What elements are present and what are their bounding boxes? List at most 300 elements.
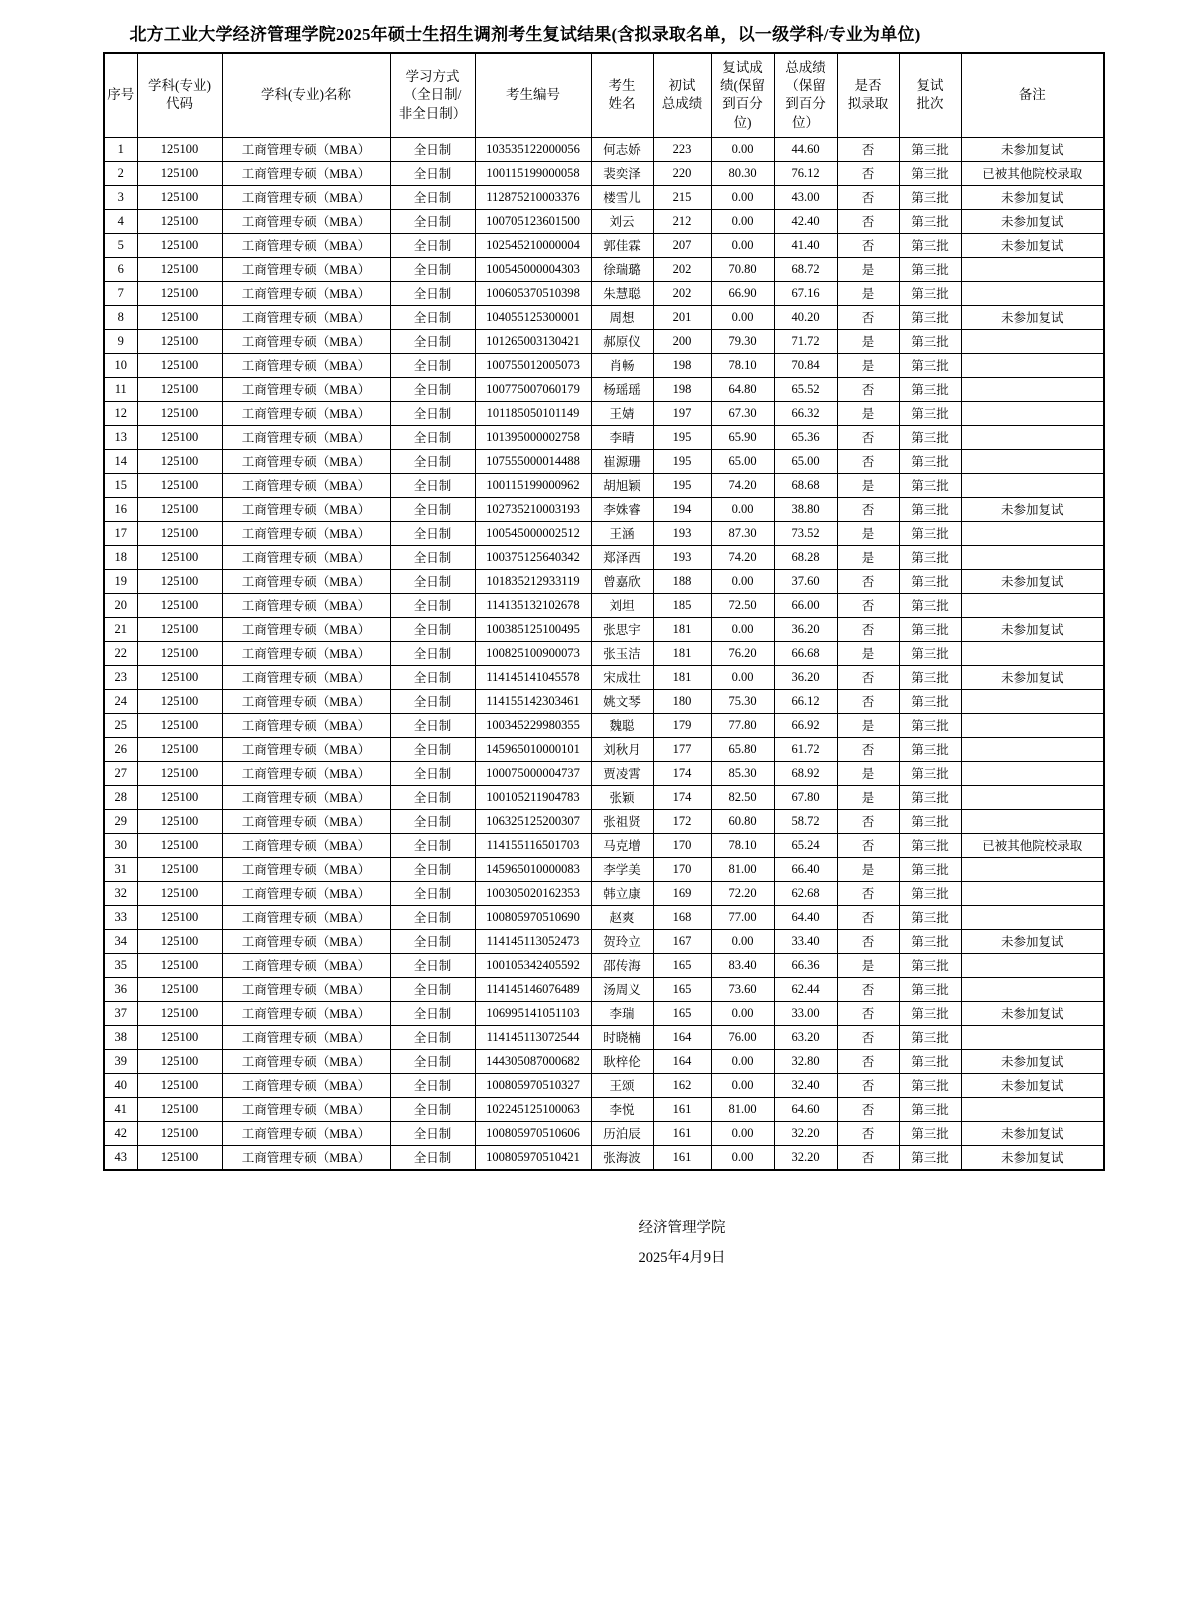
cell-initial-score: 212 (653, 209, 711, 233)
cell-name: 李瑞 (591, 1001, 653, 1025)
cell-retest-score: 0.00 (711, 1001, 774, 1025)
cell-admitted: 是 (837, 785, 899, 809)
table-row (104, 497, 1104, 521)
cell-no: 4 (104, 209, 137, 233)
table-header (104, 53, 1104, 137)
cell-major: 工商管理专硕（MBA） (222, 857, 390, 881)
cell-retest-score: 60.80 (711, 809, 774, 833)
cell-retest-score: 77.80 (711, 713, 774, 737)
cell-major: 工商管理专硕（MBA） (222, 497, 390, 521)
cell-total-score: 67.16 (774, 281, 837, 305)
cell-remark (961, 905, 1104, 929)
cell-candidate-id: 100115199000962 (475, 473, 591, 497)
cell-code: 125100 (137, 617, 222, 641)
cell-remark (961, 377, 1104, 401)
cell-study-mode: 全日制 (390, 209, 475, 233)
table-row (104, 401, 1104, 425)
cell-no: 5 (104, 233, 137, 257)
cell-major: 工商管理专硕（MBA） (222, 569, 390, 593)
cell-retest-score: 82.50 (711, 785, 774, 809)
cell-admitted: 是 (837, 761, 899, 785)
cell-remark (961, 761, 1104, 785)
cell-code: 125100 (137, 1001, 222, 1025)
cell-code: 125100 (137, 737, 222, 761)
table-row (104, 1145, 1104, 1170)
cell-code: 125100 (137, 401, 222, 425)
cell-study-mode: 全日制 (390, 1049, 475, 1073)
cell-admitted: 是 (837, 545, 899, 569)
cell-name: 郑泽西 (591, 545, 653, 569)
cell-no: 14 (104, 449, 137, 473)
cell-remark: 未参加复试 (961, 233, 1104, 257)
cell-retest-score: 0.00 (711, 185, 774, 209)
cell-admitted: 是 (837, 257, 899, 281)
column-header-study-mode: 学习方式 （全日制/ 非全日制） (390, 53, 475, 137)
cell-candidate-id: 100375125640342 (475, 545, 591, 569)
cell-study-mode: 全日制 (390, 953, 475, 977)
cell-name: 胡旭颖 (591, 473, 653, 497)
cell-admitted: 是 (837, 953, 899, 977)
cell-total-score: 33.00 (774, 1001, 837, 1025)
cell-major: 工商管理专硕（MBA） (222, 905, 390, 929)
cell-no: 27 (104, 761, 137, 785)
cell-candidate-id: 101185050101149 (475, 401, 591, 425)
cell-batch: 第三批 (899, 497, 961, 521)
cell-study-mode: 全日制 (390, 1145, 475, 1170)
cell-name: 魏聪 (591, 713, 653, 737)
cell-code: 125100 (137, 281, 222, 305)
cell-remark (961, 1097, 1104, 1121)
cell-remark (961, 281, 1104, 305)
cell-study-mode: 全日制 (390, 833, 475, 857)
table-row (104, 809, 1104, 833)
cell-batch: 第三批 (899, 953, 961, 977)
table-row (104, 161, 1104, 185)
column-header-no: 序号 (104, 53, 137, 137)
table-row (104, 257, 1104, 281)
cell-no: 43 (104, 1145, 137, 1170)
cell-retest-score: 72.50 (711, 593, 774, 617)
cell-batch: 第三批 (899, 593, 961, 617)
cell-study-mode: 全日制 (390, 857, 475, 881)
cell-major: 工商管理专硕（MBA） (222, 689, 390, 713)
cell-batch: 第三批 (899, 305, 961, 329)
cell-remark: 未参加复试 (961, 185, 1104, 209)
cell-no: 32 (104, 881, 137, 905)
cell-candidate-id: 100825100900073 (475, 641, 591, 665)
cell-no: 13 (104, 425, 137, 449)
cell-retest-score: 67.30 (711, 401, 774, 425)
cell-no: 19 (104, 569, 137, 593)
cell-name: 李姝睿 (591, 497, 653, 521)
cell-batch: 第三批 (899, 281, 961, 305)
cell-admitted: 是 (837, 473, 899, 497)
cell-batch: 第三批 (899, 929, 961, 953)
cell-total-score: 70.84 (774, 353, 837, 377)
cell-candidate-id: 102545210000004 (475, 233, 591, 257)
cell-name: 王婧 (591, 401, 653, 425)
cell-name: 曾嘉欣 (591, 569, 653, 593)
cell-admitted: 否 (837, 1049, 899, 1073)
cell-total-score: 66.68 (774, 641, 837, 665)
cell-retest-score: 81.00 (711, 1097, 774, 1121)
cell-admitted: 否 (837, 1121, 899, 1145)
cell-study-mode: 全日制 (390, 353, 475, 377)
column-header-initial-score: 初试 总成绩 (653, 53, 711, 137)
cell-admitted: 否 (837, 833, 899, 857)
cell-retest-score: 77.00 (711, 905, 774, 929)
cell-no: 28 (104, 785, 137, 809)
cell-study-mode: 全日制 (390, 761, 475, 785)
cell-retest-score: 0.00 (711, 209, 774, 233)
cell-admitted: 否 (837, 233, 899, 257)
cell-batch: 第三批 (899, 329, 961, 353)
cell-remark (961, 401, 1104, 425)
cell-retest-score: 78.10 (711, 833, 774, 857)
cell-admitted: 否 (837, 881, 899, 905)
cell-study-mode: 全日制 (390, 1121, 475, 1145)
cell-major: 工商管理专硕（MBA） (222, 305, 390, 329)
cell-retest-score: 74.20 (711, 545, 774, 569)
cell-batch: 第三批 (899, 785, 961, 809)
cell-initial-score: 188 (653, 569, 711, 593)
cell-total-score: 73.52 (774, 521, 837, 545)
cell-major: 工商管理专硕（MBA） (222, 665, 390, 689)
cell-no: 35 (104, 953, 137, 977)
cell-major: 工商管理专硕（MBA） (222, 545, 390, 569)
cell-initial-score: 220 (653, 161, 711, 185)
cell-major: 工商管理专硕（MBA） (222, 929, 390, 953)
cell-remark (961, 545, 1104, 569)
cell-name: 崔源珊 (591, 449, 653, 473)
cell-initial-score: 195 (653, 425, 711, 449)
cell-remark: 未参加复试 (961, 1001, 1104, 1025)
cell-name: 姚文琴 (591, 689, 653, 713)
cell-code: 125100 (137, 257, 222, 281)
table-row (104, 665, 1104, 689)
cell-remark: 未参加复试 (961, 929, 1104, 953)
cell-remark (961, 641, 1104, 665)
cell-total-score: 37.60 (774, 569, 837, 593)
cell-remark (961, 329, 1104, 353)
cell-code: 125100 (137, 929, 222, 953)
cell-total-score: 62.68 (774, 881, 837, 905)
cell-study-mode: 全日制 (390, 1097, 475, 1121)
cell-candidate-id: 114145113052473 (475, 929, 591, 953)
cell-retest-score: 0.00 (711, 617, 774, 641)
cell-batch: 第三批 (899, 617, 961, 641)
cell-major: 工商管理专硕（MBA） (222, 1049, 390, 1073)
cell-initial-score: 161 (653, 1145, 711, 1170)
cell-no: 24 (104, 689, 137, 713)
cell-no: 6 (104, 257, 137, 281)
cell-major: 工商管理专硕（MBA） (222, 1073, 390, 1097)
cell-name: 宋成壮 (591, 665, 653, 689)
cell-admitted: 是 (837, 713, 899, 737)
cell-total-score: 38.80 (774, 497, 837, 521)
cell-admitted: 否 (837, 1025, 899, 1049)
cell-initial-score: 198 (653, 377, 711, 401)
table-row (104, 953, 1104, 977)
cell-remark: 未参加复试 (961, 209, 1104, 233)
cell-candidate-id: 102735210003193 (475, 497, 591, 521)
table-row (104, 377, 1104, 401)
cell-remark: 未参加复试 (961, 665, 1104, 689)
cell-code: 125100 (137, 1097, 222, 1121)
cell-batch: 第三批 (899, 1025, 961, 1049)
cell-major: 工商管理专硕（MBA） (222, 809, 390, 833)
cell-candidate-id: 114155116501703 (475, 833, 591, 857)
cell-candidate-id: 104055125300001 (475, 305, 591, 329)
cell-study-mode: 全日制 (390, 641, 475, 665)
cell-remark (961, 257, 1104, 281)
cell-no: 40 (104, 1073, 137, 1097)
cell-major: 工商管理专硕（MBA） (222, 377, 390, 401)
cell-name: 张祖贤 (591, 809, 653, 833)
cell-initial-score: 161 (653, 1121, 711, 1145)
cell-study-mode: 全日制 (390, 569, 475, 593)
cell-batch: 第三批 (899, 1145, 961, 1170)
cell-candidate-id: 100345229980355 (475, 713, 591, 737)
cell-code: 125100 (137, 545, 222, 569)
cell-retest-score: 65.90 (711, 425, 774, 449)
cell-study-mode: 全日制 (390, 497, 475, 521)
cell-no: 42 (104, 1121, 137, 1145)
cell-study-mode: 全日制 (390, 905, 475, 929)
cell-retest-score: 64.80 (711, 377, 774, 401)
cell-major: 工商管理专硕（MBA） (222, 641, 390, 665)
cell-total-score: 32.80 (774, 1049, 837, 1073)
cell-no: 34 (104, 929, 137, 953)
cell-study-mode: 全日制 (390, 257, 475, 281)
cell-batch: 第三批 (899, 473, 961, 497)
table-row (104, 545, 1104, 569)
cell-initial-score: 179 (653, 713, 711, 737)
cell-retest-score: 0.00 (711, 233, 774, 257)
cell-total-score: 66.12 (774, 689, 837, 713)
cell-admitted: 否 (837, 161, 899, 185)
cell-no: 12 (104, 401, 137, 425)
cell-study-mode: 全日制 (390, 593, 475, 617)
cell-batch: 第三批 (899, 905, 961, 929)
cell-code: 125100 (137, 665, 222, 689)
cell-name: 刘坦 (591, 593, 653, 617)
table-row (104, 881, 1104, 905)
cell-remark (961, 689, 1104, 713)
cell-batch: 第三批 (899, 425, 961, 449)
cell-name: 徐瑞璐 (591, 257, 653, 281)
cell-total-score: 66.00 (774, 593, 837, 617)
cell-code: 125100 (137, 761, 222, 785)
cell-remark: 未参加复试 (961, 569, 1104, 593)
cell-initial-score: 165 (653, 953, 711, 977)
cell-remark (961, 1025, 1104, 1049)
cell-admitted: 是 (837, 857, 899, 881)
cell-name: 何志娇 (591, 137, 653, 161)
column-header-candidate-id: 考生编号 (475, 53, 591, 137)
cell-retest-score: 0.00 (711, 1073, 774, 1097)
cell-candidate-id: 100075000004737 (475, 761, 591, 785)
cell-study-mode: 全日制 (390, 665, 475, 689)
cell-no: 15 (104, 473, 137, 497)
cell-major: 工商管理专硕（MBA） (222, 329, 390, 353)
cell-code: 125100 (137, 449, 222, 473)
cell-admitted: 是 (837, 353, 899, 377)
cell-name: 楼雪儿 (591, 185, 653, 209)
cell-candidate-id: 100775007060179 (475, 377, 591, 401)
cell-study-mode: 全日制 (390, 929, 475, 953)
cell-no: 29 (104, 809, 137, 833)
cell-no: 23 (104, 665, 137, 689)
cell-code: 125100 (137, 1025, 222, 1049)
cell-major: 工商管理专硕（MBA） (222, 593, 390, 617)
cell-no: 38 (104, 1025, 137, 1049)
cell-no: 7 (104, 281, 137, 305)
cell-initial-score: 195 (653, 473, 711, 497)
cell-total-score: 66.92 (774, 713, 837, 737)
cell-candidate-id: 100385125100495 (475, 617, 591, 641)
cell-code: 125100 (137, 1145, 222, 1170)
table-row (104, 521, 1104, 545)
cell-name: 刘云 (591, 209, 653, 233)
column-header-admitted: 是否 拟录取 (837, 53, 899, 137)
cell-retest-score: 81.00 (711, 857, 774, 881)
cell-name: 张海波 (591, 1145, 653, 1170)
cell-no: 11 (104, 377, 137, 401)
cell-admitted: 是 (837, 401, 899, 425)
cell-total-score: 76.12 (774, 161, 837, 185)
cell-code: 125100 (137, 209, 222, 233)
cell-code: 125100 (137, 569, 222, 593)
cell-retest-score: 78.10 (711, 353, 774, 377)
table-row (104, 209, 1104, 233)
cell-candidate-id: 114145141045578 (475, 665, 591, 689)
cell-remark: 已被其他院校录取 (961, 161, 1104, 185)
cell-name: 马克增 (591, 833, 653, 857)
cell-name: 赵爽 (591, 905, 653, 929)
cell-total-score: 58.72 (774, 809, 837, 833)
cell-major: 工商管理专硕（MBA） (222, 521, 390, 545)
cell-code: 125100 (137, 329, 222, 353)
cell-candidate-id: 100755012005073 (475, 353, 591, 377)
cell-study-mode: 全日制 (390, 449, 475, 473)
cell-major: 工商管理专硕（MBA） (222, 137, 390, 161)
table-row (104, 833, 1104, 857)
cell-batch: 第三批 (899, 1049, 961, 1073)
cell-candidate-id: 102245125100063 (475, 1097, 591, 1121)
cell-batch: 第三批 (899, 185, 961, 209)
cell-initial-score: 169 (653, 881, 711, 905)
cell-name: 周想 (591, 305, 653, 329)
cell-major: 工商管理专硕（MBA） (222, 185, 390, 209)
cell-admitted: 否 (837, 1073, 899, 1097)
cell-candidate-id: 100105211904783 (475, 785, 591, 809)
cell-remark (961, 809, 1104, 833)
cell-major: 工商管理专硕（MBA） (222, 833, 390, 857)
cell-name: 刘秋月 (591, 737, 653, 761)
cell-candidate-id: 145965010000083 (475, 857, 591, 881)
cell-retest-score: 0.00 (711, 1049, 774, 1073)
table-row (104, 617, 1104, 641)
table-row (104, 281, 1104, 305)
cell-study-mode: 全日制 (390, 305, 475, 329)
cell-batch: 第三批 (899, 209, 961, 233)
cell-initial-score: 193 (653, 545, 711, 569)
cell-no: 18 (104, 545, 137, 569)
cell-major: 工商管理专硕（MBA） (222, 1025, 390, 1049)
cell-candidate-id: 106995141051103 (475, 1001, 591, 1025)
table-row (104, 761, 1104, 785)
cell-batch: 第三批 (899, 161, 961, 185)
cell-name: 耿梓伦 (591, 1049, 653, 1073)
table-row (104, 1049, 1104, 1073)
table-row (104, 737, 1104, 761)
cell-admitted: 否 (837, 185, 899, 209)
cell-major: 工商管理专硕（MBA） (222, 761, 390, 785)
cell-name: 李晴 (591, 425, 653, 449)
cell-batch: 第三批 (899, 449, 961, 473)
cell-batch: 第三批 (899, 1001, 961, 1025)
cell-admitted: 是 (837, 329, 899, 353)
cell-major: 工商管理专硕（MBA） (222, 209, 390, 233)
cell-candidate-id: 103535122000056 (475, 137, 591, 161)
table-row (104, 425, 1104, 449)
cell-total-score: 65.52 (774, 377, 837, 401)
cell-major: 工商管理专硕（MBA） (222, 161, 390, 185)
cell-total-score: 32.20 (774, 1121, 837, 1145)
cell-major: 工商管理专硕（MBA） (222, 977, 390, 1001)
cell-candidate-id: 144305087000682 (475, 1049, 591, 1073)
cell-batch: 第三批 (899, 665, 961, 689)
cell-initial-score: 207 (653, 233, 711, 257)
cell-candidate-id: 100545000002512 (475, 521, 591, 545)
table-row (104, 785, 1104, 809)
cell-code: 125100 (137, 1049, 222, 1073)
table-row (104, 473, 1104, 497)
signature-block (562, 1213, 802, 1274)
admission-results-table (103, 52, 1105, 1171)
column-header-name: 考生 姓名 (591, 53, 653, 137)
cell-total-score: 43.00 (774, 185, 837, 209)
table-row (104, 353, 1104, 377)
cell-total-score: 32.40 (774, 1073, 837, 1097)
cell-study-mode: 全日制 (390, 521, 475, 545)
cell-remark: 未参加复试 (961, 137, 1104, 161)
table-row (104, 713, 1104, 737)
cell-batch: 第三批 (899, 569, 961, 593)
cell-major: 工商管理专硕（MBA） (222, 1001, 390, 1025)
cell-initial-score: 202 (653, 281, 711, 305)
cell-name: 朱慧聪 (591, 281, 653, 305)
cell-admitted: 否 (837, 209, 899, 233)
cell-code: 125100 (137, 809, 222, 833)
cell-name: 肖畅 (591, 353, 653, 377)
table-row (104, 1001, 1104, 1025)
cell-no: 16 (104, 497, 137, 521)
cell-remark (961, 473, 1104, 497)
cell-admitted: 否 (837, 689, 899, 713)
cell-no: 31 (104, 857, 137, 881)
cell-retest-score: 65.80 (711, 737, 774, 761)
cell-batch: 第三批 (899, 353, 961, 377)
cell-initial-score: 198 (653, 353, 711, 377)
cell-major: 工商管理专硕（MBA） (222, 401, 390, 425)
table-row (104, 905, 1104, 929)
cell-initial-score: 162 (653, 1073, 711, 1097)
cell-initial-score: 170 (653, 833, 711, 857)
cell-remark (961, 449, 1104, 473)
cell-retest-score: 85.30 (711, 761, 774, 785)
